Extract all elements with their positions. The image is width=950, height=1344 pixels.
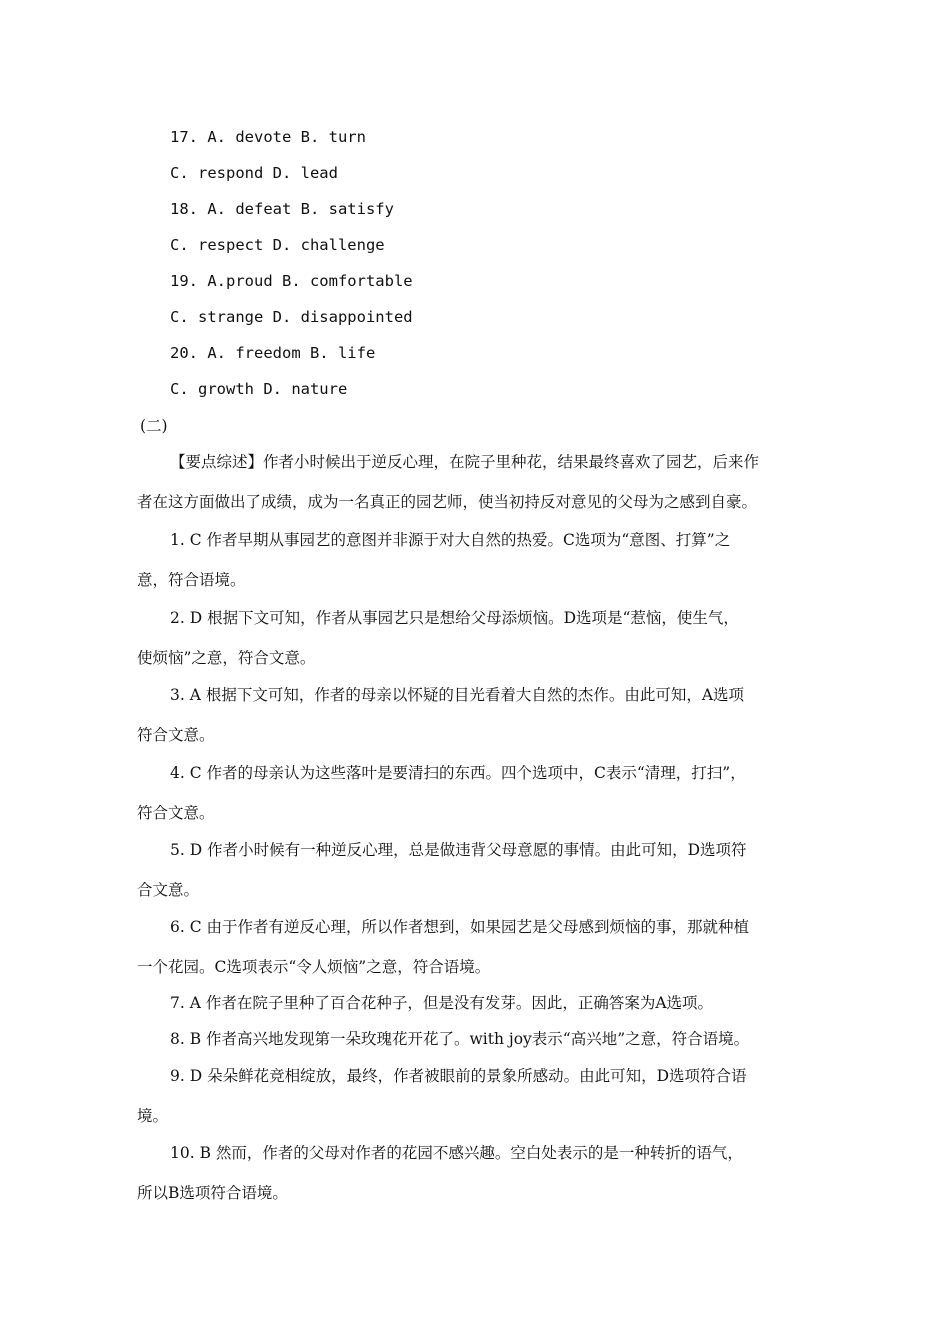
option-line: 17. A. devote B. turn [170, 128, 366, 146]
answer-line: 符合文意。 [137, 804, 215, 822]
section-label: (二) [140, 417, 168, 435]
answer-line: 3. A 根据下文可知，作者的母亲以怀疑的目光看着大自然的杰作。由此可知，A选项 [170, 686, 745, 704]
answer-line: 4. C 作者的母亲认为这些落叶是要清扫的东西。四个选项中，C表示“清理，打扫”， [170, 764, 746, 782]
option-line: 18. A. defeat B. satisfy [170, 200, 394, 218]
answer-line: 合文意。 [137, 881, 200, 899]
answer-line: 所以B选项符合语境。 [137, 1184, 288, 1202]
answer-line: 2. D 根据下文可知，作者从事园艺只是想给父母添烦恼。D选项是“惹恼，使生气， [170, 609, 739, 627]
option-line: C. respect D. challenge [170, 236, 385, 254]
option-line: C. respond D. lead [170, 164, 338, 182]
summary-line: 者在这方面做出了成绩，成为一名真正的园艺师，使当初持反对意见的父母为之感到自豪。 [137, 493, 758, 511]
answer-line: 10. B 然而，作者的父母对作者的花园不感兴趣。空白处表示的是一种转折的语气， [170, 1144, 743, 1162]
answer-line: 5. D 作者小时候有一种逆反心理，总是做违背父母意愿的事情。由此可知，D选项符 [170, 841, 747, 859]
answer-line: 7. A 作者在院子里种了百合花种子，但是没有发芽。因此，正确答案为A选项。 [170, 994, 714, 1012]
option-line: 20. A. freedom B. life [170, 344, 376, 362]
answer-line: 意，符合语境。 [137, 571, 246, 589]
answer-line: 境。 [137, 1107, 169, 1125]
answer-line: 使烦恼”之意，符合文意。 [137, 649, 316, 667]
answer-line: 1. C 作者早期从事园艺的意图并非源于对大自然的热爱。C选项为“意图、打算”之 [170, 531, 731, 549]
option-line: C. growth D. nature [170, 380, 348, 398]
summary-line: 【要点综述】作者小时候出于逆反心理，在院子里种花，结果最终喜欢了园艺，后来作 [170, 453, 760, 471]
option-line: 19. A.proud B. comfortable [170, 272, 413, 290]
answer-line: 符合文意。 [137, 726, 215, 744]
answer-line: 一个花园。C选项表示“令人烦恼”之意，符合语境。 [137, 958, 491, 976]
answer-line: 8. B 作者高兴地发现第一朵玫瑰花开花了。with joy表示“高兴地”之意，符合语境。 [170, 1030, 750, 1048]
answer-line: 9. D 朵朵鲜花竞相绽放，最终，作者被眼前的景象所感动。由此可知，D选项符合语 [170, 1067, 747, 1085]
option-line: C. strange D. disappointed [170, 308, 413, 326]
answer-line: 6. C 由于作者有逆反心理，所以作者想到，如果园艺是父母感到烦恼的事，那就种植 [170, 918, 750, 936]
